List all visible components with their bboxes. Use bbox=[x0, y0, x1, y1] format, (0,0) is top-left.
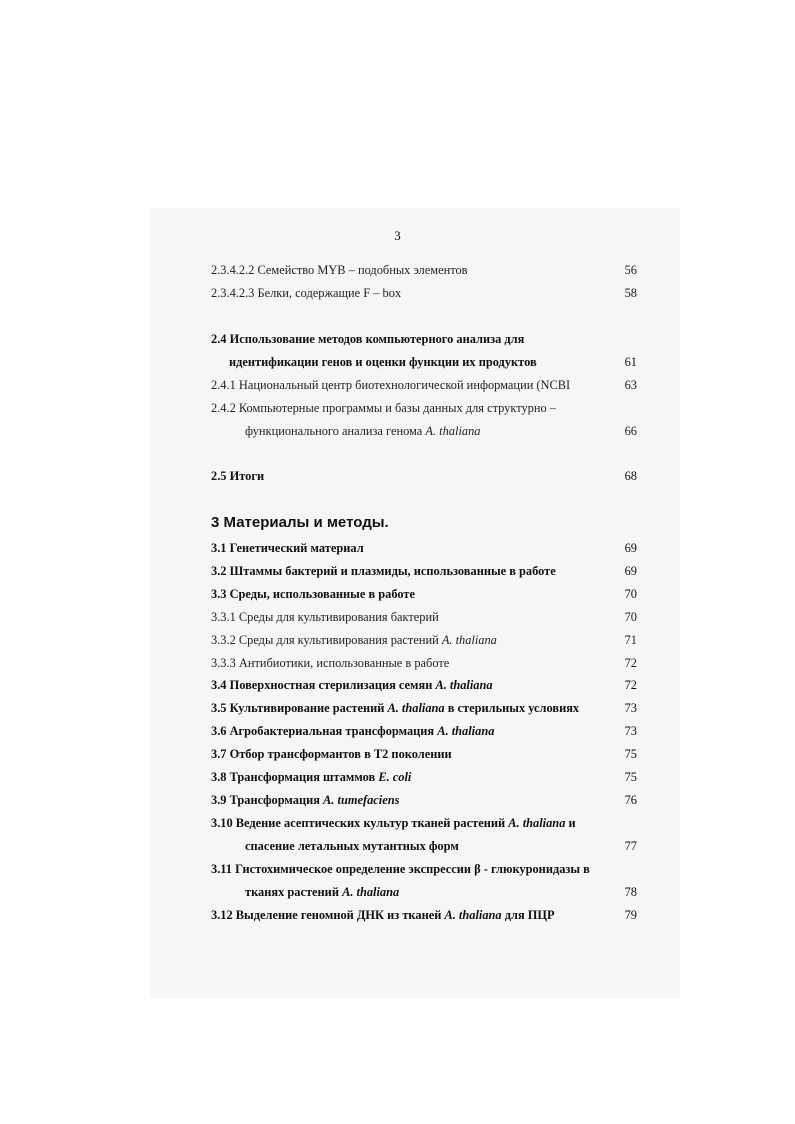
toc-entry-title: 3.3.2 Среды для культивирования растений A. thaliana bbox=[211, 633, 497, 647]
scanned-page-area bbox=[150, 208, 680, 998]
toc-entry-title: 2.4.1 Национальный центр биотехнологической информации (NCBI bbox=[211, 378, 571, 392]
toc-entry-title: 2.3.4.2.2 Семейство MYB – подобных элементов bbox=[211, 263, 468, 277]
toc-entry-page: 69 bbox=[624, 564, 637, 578]
toc-entry-page: 73 bbox=[624, 701, 637, 715]
toc-entry-title: 3.7 Отбор трансформантов в Т2 поколении bbox=[211, 747, 452, 761]
toc-entry-page: 75 bbox=[624, 770, 637, 784]
toc-entry-title: идентификации генов и оценки функции их продуктов bbox=[229, 355, 537, 369]
toc-entry-title: тканях растений A. thaliana bbox=[245, 885, 400, 899]
toc-entry-title: 3.3.3 Антибиотики, использованные в работе bbox=[211, 656, 450, 670]
toc-entry-page: 75 bbox=[624, 747, 637, 761]
toc-entry-title: функционального анализа генома A. thaliana bbox=[245, 424, 481, 438]
toc-entry-title: 2.4 Использование методов компьютерного анализа для bbox=[211, 332, 525, 346]
toc-entry-title: 3.1 Генетический материал bbox=[211, 541, 364, 555]
chapter-heading: 3 Материалы и методы. bbox=[211, 514, 389, 531]
toc-entry-title: спасение летальных мутантных форм bbox=[245, 839, 459, 853]
toc-entry-title: 3.8 Трансформация штаммов E. coli bbox=[211, 770, 412, 784]
toc-entry-page: 58 bbox=[624, 286, 637, 300]
toc-entry-page: 79 bbox=[624, 908, 637, 922]
toc-entry-title: 3.12 Выделение геномной ДНК из тканей A. thaliana для ПЦР bbox=[211, 908, 555, 922]
toc-entry-page: 61 bbox=[624, 355, 637, 369]
toc-entry-title: 3.9 Трансформация A. tumefaciens bbox=[211, 793, 400, 807]
toc-entry-page: 71 bbox=[624, 633, 637, 647]
toc-entry-page: 77 bbox=[624, 839, 637, 853]
toc-entry-page: 68 bbox=[624, 469, 637, 483]
toc-entry-title: 3.6 Агробактериальная трансформация A. thaliana bbox=[211, 724, 495, 738]
toc-entry-page: 73 bbox=[624, 724, 637, 738]
toc-entry-page: 63 bbox=[624, 378, 637, 392]
toc-entry-title: 3.3 Среды, использованные в работе bbox=[211, 587, 415, 601]
toc-entry-page: 72 bbox=[624, 678, 637, 692]
toc-entry-title: 3.5 Культивирование растений A. thaliana в стерильных условиях bbox=[211, 701, 580, 715]
toc-entry-title: 2.5 Итоги bbox=[211, 469, 265, 483]
toc-entry-page: 66 bbox=[624, 424, 637, 438]
toc-entry-page: 78 bbox=[624, 885, 637, 899]
toc-entry-page: 72 bbox=[624, 656, 637, 670]
toc-entry-page: 70 bbox=[624, 610, 637, 624]
toc-entry-title: 3.10 Ведение асептических культур тканей растений A. thaliana и bbox=[211, 816, 576, 830]
toc-entry-title: 3.2 Штаммы бактерий и плазмиды, использованные в работе bbox=[211, 564, 556, 578]
page-number: 3 bbox=[394, 228, 401, 243]
toc-entry-title: 2.4.2 Компьютерные программы и базы данных для структурно – bbox=[211, 401, 556, 415]
toc-entry-title: 3.3.1 Среды для культивирования бактерий bbox=[211, 610, 439, 624]
toc-entry-page: 70 bbox=[624, 587, 637, 601]
toc-entry-title: 3.4 Поверхностная стерилизация семян A. thaliana bbox=[211, 678, 493, 692]
toc-entry-page: 56 bbox=[624, 263, 637, 277]
toc-entry-page: 76 bbox=[624, 793, 637, 807]
toc-entry-title: 2.3.4.2.3 Белки, содержащие F – box bbox=[211, 286, 402, 300]
toc-entry-title: 3.11 Гистохимическое определение экспрессии β - глюкуронидазы в bbox=[211, 862, 590, 876]
toc-entry-page: 69 bbox=[624, 541, 637, 555]
